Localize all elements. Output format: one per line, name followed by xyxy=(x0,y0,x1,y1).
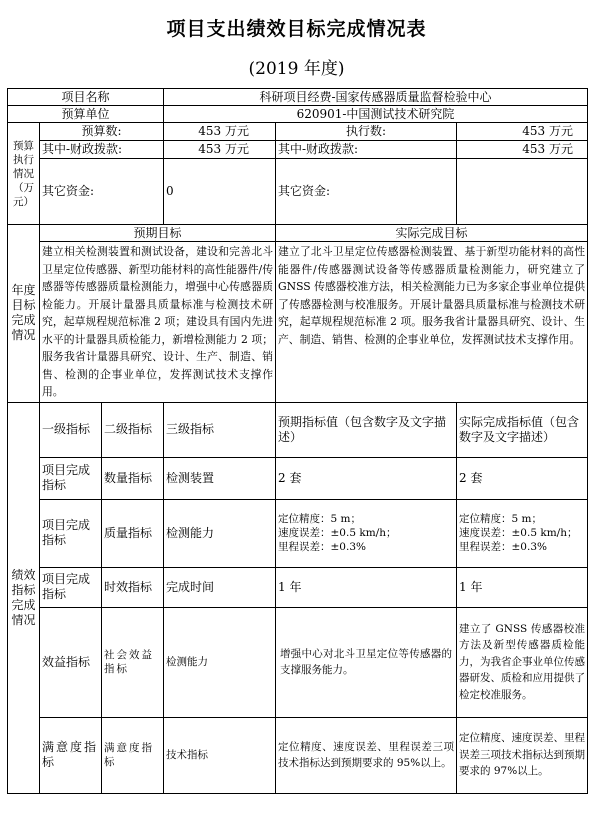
page-title: 项目支出绩效目标完成情况表 xyxy=(166,18,427,40)
fiscal-exec-value: 453 万元 xyxy=(457,141,588,159)
indicator-level2: 满意度指标 xyxy=(102,717,164,793)
indicator-level2: 社会效益指标 xyxy=(102,607,164,717)
indicator-level1: 满意度指标 xyxy=(40,717,102,793)
other-funds-row xyxy=(8,159,588,225)
indicator-section-label: 绩效指标完成情况 xyxy=(8,402,40,793)
indicator-level1: 项目完成指标 xyxy=(40,499,102,567)
indicator-expected-line: 里程误差：±0.3% xyxy=(278,541,366,553)
indicator-level2: 时效指标 xyxy=(102,567,164,607)
indicator-level3: 技术指标 xyxy=(164,717,276,793)
expected-goal-header: 预期目标 xyxy=(40,225,276,242)
other-exec-value xyxy=(457,159,588,225)
indicator-actual xyxy=(457,499,588,567)
level1-header: 一级指标 xyxy=(40,402,102,457)
indicator-level3: 完成时间 xyxy=(164,567,276,607)
page-subtitle: (2019 年度) xyxy=(248,59,345,79)
fiscal-label: 其中-财政拨款: xyxy=(40,141,164,159)
indicator-level2: 数量指标 xyxy=(102,457,164,499)
level3-header: 三级指标 xyxy=(164,402,276,457)
indicator-expected-line: 速度误差：±0.5 km/h； xyxy=(278,527,397,539)
indicator-actual xyxy=(457,607,588,717)
indicator-actual-line: 2 套 xyxy=(459,470,483,485)
fiscal-exec-label: 其中-财政拨款: xyxy=(276,141,457,159)
table-row xyxy=(8,567,588,607)
other-exec-label: 其它资金: xyxy=(276,159,457,225)
exec-amount-label: 执行数: xyxy=(276,123,457,141)
actual-goal-text: 建立了北斗卫星定位传感器检测装置、基于新型功能材料的高性能器件/传感器测试设备等传感器质量检测能力，研究建立了 GNSS 传感器校准方法，相关检测能力已为多家企事业单位提供了传感器检测与校准服务。开展计量器具质量标准与检测技术研究，起草规程规范标准 2 项。服务我省计量器具研究、设计、生产、制造、销售、检测的企事业单位，发挥测试技术支撑作用。 xyxy=(276,242,588,403)
budget-unit-row xyxy=(8,106,588,123)
indicator-expected-line: 1 年 xyxy=(278,579,302,594)
indicator-actual-line: 速度误差：±0.5 km/h； xyxy=(459,527,578,539)
expected-goal-text: 建立相关检测装置和测试设备，建设和完善北斗卫星定位传感器、新型功能材料的高性能器件/传感器等传感器质量检测能力，增强中心传感器质检能力。开展计量器具质量标准与检测技术研究，起草规程规范标准 2 项；建设具有国内先进水平的计量器具质检能力，新增检测能力 2 项；服务我省计量器具研究、设计、生产、制造、销售、检测的企事业单位，发挥测试技术支撑作用。 xyxy=(40,242,276,403)
fiscal-value: 453 万元 xyxy=(164,141,276,159)
fiscal-row xyxy=(8,141,588,159)
exec-amount-value: 453 万元 xyxy=(457,123,588,141)
indicator-expected xyxy=(276,607,457,717)
goals-section-label: 年度目标完成情况 xyxy=(8,225,40,403)
indicator-expected xyxy=(276,457,457,499)
indicator-header-row xyxy=(8,402,588,457)
budget-row xyxy=(8,123,588,141)
expected-value-header: 预期指标值（包含数字及文字描述） xyxy=(276,402,457,457)
indicator-actual-line: 建立了 GNSS 传感器校准方法及新型传感器质检能力，为我省企事业单位传感器研发、质检和应用提供了检定校准服务。 xyxy=(459,622,585,701)
indicator-actual xyxy=(457,457,588,499)
indicator-actual-line: 定位精度：5 m； xyxy=(459,513,542,525)
budget-unit-label: 预算单位 xyxy=(8,106,164,123)
indicator-expected-line: 定位精度：5 m； xyxy=(278,513,361,525)
indicator-expected xyxy=(276,499,457,567)
project-name-label: 项目名称 xyxy=(8,89,164,106)
indicator-actual xyxy=(457,567,588,607)
project-name-value: 科研项目经费-国家传感器质量监督检验中心 xyxy=(164,89,588,106)
indicator-expected xyxy=(276,567,457,607)
indicator-expected-line: 定位精度、速度误差、里程误差三项技术指标达到预期要求的 95%以上。 xyxy=(278,741,454,769)
budget-unit-value: 620901-中国测试技术研究院 xyxy=(164,106,588,123)
indicator-actual xyxy=(457,717,588,793)
performance-table xyxy=(7,88,588,794)
indicator-actual-line: 1 年 xyxy=(459,579,483,594)
table-row xyxy=(8,499,588,567)
actual-goal-header: 实际完成目标 xyxy=(276,225,588,242)
indicator-level3: 检测装置 xyxy=(164,457,276,499)
indicator-level3: 检测能力 xyxy=(164,607,276,717)
indicator-expected xyxy=(276,717,457,793)
table-row xyxy=(8,717,588,793)
budget-section-label: 预算执行情况（万元） xyxy=(8,123,40,225)
level2-header: 二级指标 xyxy=(102,402,164,457)
budget-amount-label: 预算数: xyxy=(40,123,164,141)
actual-value-header: 实际完成指标值（包含数字及文字描述） xyxy=(457,402,588,457)
project-name-row xyxy=(8,89,588,106)
table-row xyxy=(8,607,588,717)
indicator-level1: 项目完成指标 xyxy=(40,567,102,607)
goals-header-row xyxy=(8,225,588,242)
indicator-expected-line: 增强中心对北斗卫星定位等传感器的支撑服务能力。 xyxy=(280,648,452,676)
indicator-actual-line: 定位精度、速度误差、里程误差三项技术指标达到预期要求的 97%以上。 xyxy=(459,732,585,778)
indicator-level2: 质量指标 xyxy=(102,499,164,567)
budget-amount-value: 453 万元 xyxy=(164,123,276,141)
indicator-expected-line: 2 套 xyxy=(278,470,302,485)
indicator-level3: 检测能力 xyxy=(164,499,276,567)
other-funds-label: 其它资金: xyxy=(40,159,164,225)
other-funds-value: 0 xyxy=(164,159,276,225)
goals-content-row xyxy=(8,242,588,403)
indicator-actual-line: 里程误差：±0.3% xyxy=(459,541,547,553)
indicator-level1: 项目完成指标 xyxy=(40,457,102,499)
indicator-level1: 效益指标 xyxy=(40,607,102,717)
table-row xyxy=(8,457,588,499)
